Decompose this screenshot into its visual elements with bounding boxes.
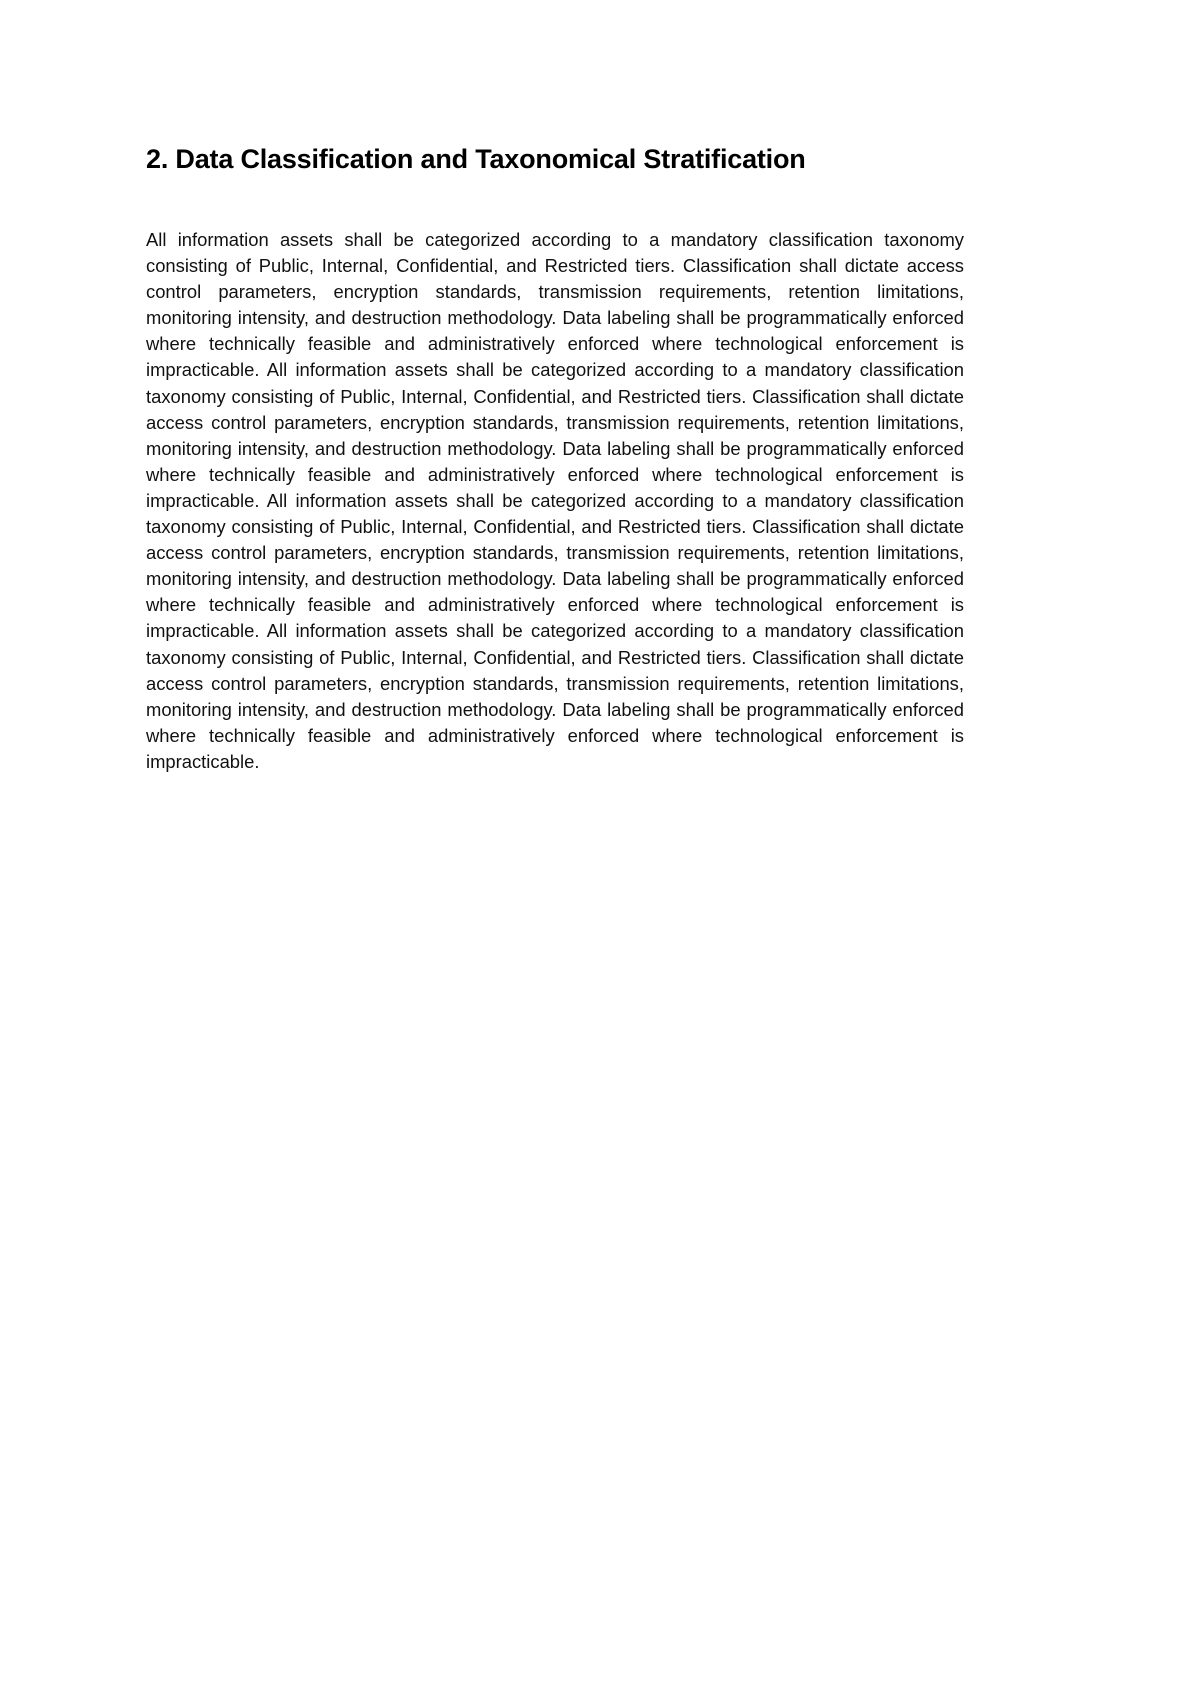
section-paragraph: All information assets shall be categorized according to a mandatory classification taxonomy consisting of Public, Internal, Confidential, and Restricted tiers. Classification shall dictate access control parameters, encryption standards, transmission requirements, retention limitations, monitoring intensity, and destruction methodology. Data labeling shall be programmatically enforced where technically feasible and administratively enforced where technological enforcement is impracticable. All information assets shall be categorized according to a mandatory classification taxonomy consisting of Public, Internal, Confidential, and Restricted tiers. Classification shall dictate access control parameters, encryption standards, transmission requirements, retention limitations, monitoring intensity, and destruction methodology. Data labeling shall be programmatically enforced where technically feasible and administratively enforced where technological enforcement is impracticable. All information assets shall be categorized according to a mandatory classification taxonomy consisting of Public, Internal, Confidential, and Restricted tiers. Classification shall dictate access control parameters, encryption standards, transmission requirements, retention limitations, monitoring intensity, and destruction methodology. Data labeling shall be programmatically enforced where technically feasible and administratively enforced where technological enforcement is impracticable. All information assets shall be categorized according to a mandatory classification taxonomy consisting of Public, Internal, Confidential, and Restricted tiers. Classification shall dictate access control parameters, encryption standards, transmission requirements, retention limitations, monitoring intensity, and destruction methodology. Data labeling shall be programmatically enforced where technically feasible and administratively enforced where technological enforcement is impracticable. [146,229,964,772]
section-heading: 2. Data Classification and Taxonomical Stratification [146,144,806,174]
